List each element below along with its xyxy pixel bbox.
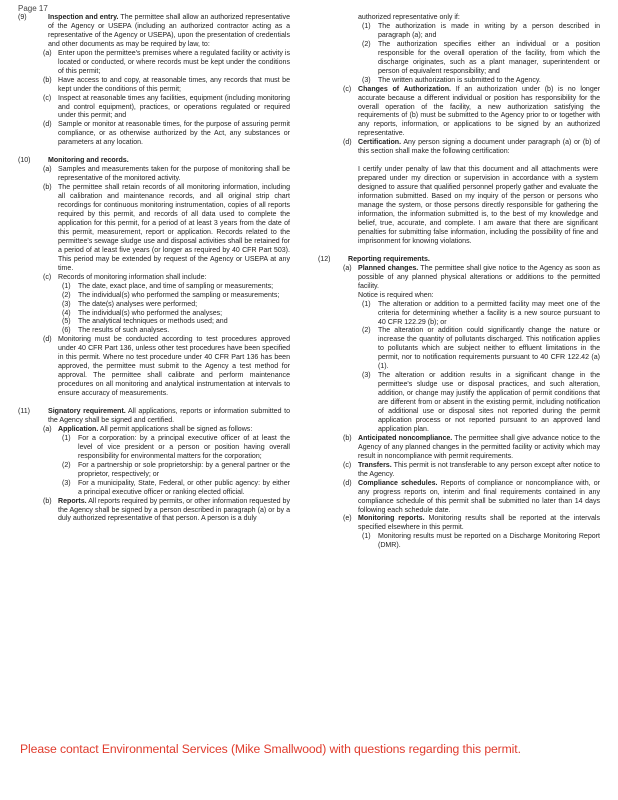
list-item: (c) Transfers. This permit is not transferable to any person except after notice to the Agency. xyxy=(343,461,600,478)
list-item: (4) The individual(s) who performed the analyses; xyxy=(62,309,223,317)
list-item: (a) Application. All permit applications shall be signed as follows: xyxy=(43,425,253,433)
list-item: (b) The permittee shall retain records of all monitoring information, including all calibration and maintenance records, and all original strip chart recordings for continuous monitoring instrumentation, copies of all reports required by this permit, and records of all data used to complete the application for this permit, for a period of at least 3 years from the date of this permit, measurement, report or application. Records related to the permittee's sewage sludge use and disposal activities shall be retained for a period of at least five years (or longer as required by 40 CFR Part 503). This period may be extended by request of the Agency or USEPA at any time. xyxy=(43,184,290,272)
section-heading: Inspection and entry. xyxy=(48,14,119,21)
list-item: (5) The analytical techniques or methods used; and xyxy=(62,318,228,326)
list-item: (6) The results of such analyses. xyxy=(62,327,170,335)
list-item: (2) The alteration or addition could significantly change the nature or increase the quantity of pollutants discharged. This notification applies to pollutants which are subject neither to effluent limitations in the permit, nor to notification requirements pursuant to 40 CFR 122.42 (a)(1). xyxy=(362,327,600,371)
list-item: (3) The alteration or addition results in a significant change in the permittee's sludge use or disposal practices, and such alteration, addition, or change may justify the application of permit conditions that are different from or absent in the existing permit, including notification of additional use or disposal sites not reported during the permit application process or not reported pursuant to an approved land application plan. xyxy=(362,372,600,433)
paragraph: Notice is required when: xyxy=(358,291,434,299)
list-item: (1) The date, exact place, and time of sampling or measurements; xyxy=(62,282,274,290)
section-heading: Signatory requirement. xyxy=(48,408,126,416)
section-12: (12) Reporting requirements. xyxy=(318,255,430,263)
list-item: (d) Certification. Any person signing a document under paragraph (a) or (b) of this section shall make the following certification: xyxy=(343,139,601,156)
list-item: (c) Records of monitoring information shall include: xyxy=(43,273,207,281)
list-item: (c) Inspect at reasonable times any facilities, equipment (including monitoring and control equipment), practices, or operations regulated or required under this permit; and xyxy=(43,94,290,120)
list-item: (3) The written authorization is submitted to the Agency. xyxy=(362,76,541,84)
list-item: (2) The authorization specifies either an individual or a position responsible for the overall operation of the facility, from which the discharge originates, such as a plant manager, superintendent or person of equivalent responsibility; and xyxy=(362,40,600,75)
list-item: (d) Compliance schedules. Reports of compliance or noncompliance with, or any progress reports on, interim and final requirements contained in any compliance schedule of this permit shall be submitted no later than 14 days following each schedule date. xyxy=(343,479,600,514)
section-heading: Reporting requirements. xyxy=(348,255,430,263)
section-10: (10) Monitoring and records. xyxy=(18,157,129,165)
list-item: (1) The alteration or addition to a permitted facility may meet one of the criteria for determining whether a facility is a new source pursuant to 40 CFR 122.29 (b); or xyxy=(362,300,600,326)
section-9: (9) Inspection and entry. The permittee shall allow an authorized representative of the Agency or USEPA (including an authorized contractor acting as a representative of the Agency or USEPA), upon the presentation of credentials and other documents as may be required by law, to: xyxy=(18,14,290,48)
section-heading: Monitoring and records. xyxy=(48,157,129,165)
list-item: (b) Reports. All reports required by permits, or other information requested by the Agency shall be signed by a person described in paragraph (a) or by a duly authorized representative of that person. A person is a duly xyxy=(43,497,290,523)
list-item: (a) Samples and measurements taken for the purpose of monitoring shall be representative of the monitored activity. xyxy=(43,166,290,183)
contact-note: Please contact Environmental Services (Mike Smallwood) with questions regarding this permit. xyxy=(20,742,521,756)
right-column xyxy=(318,14,600,551)
left-column xyxy=(18,14,290,524)
list-item: (3) For a municipality, State, Federal, or other public agency: by either a principal executive officer or ranking elected official. xyxy=(62,479,290,496)
paragraph: authorized representative only if: xyxy=(358,14,460,21)
list-item: (a) Enter upon the permittee's premises where a regulated facility or activity is located or conducted, or where records must be kept under the conditions of this permit; xyxy=(43,49,290,75)
list-item: (b) Have access to and copy, at reasonable times, any records that must be kept under the conditions of this permit; xyxy=(43,76,290,93)
page-number: Page 17 xyxy=(18,4,48,13)
list-item: (2) For a partnership or sole proprietorship: by a general partner or the proprietor, respectively; or xyxy=(62,461,290,478)
certification-statement: I certify under penalty of law that this document and all attachments were prepared under my direction or supervision in accordance with a system designed to assure that qualified personnel properly gather and evaluate the information submitted. Based on my inquiry of the person or persons who manage the system, or those persons directly responsible for gathering the information, the information submitted is, to the best of my knowledge and belief, true, accurate, and complete. I am aware that there are significant penalties for submitting false information, including the possibility of fine and imprisonment for knowing violations. xyxy=(358,166,598,245)
list-item: (e) Monitoring reports. Monitoring results shall be reported at the intervals specified elsewhere in this permit. xyxy=(343,515,600,532)
list-item: (2) The individual(s) who performed the sampling or measurements; xyxy=(62,291,280,299)
list-item: (1) Monitoring results must be reported on a Discharge Monitoring Report (DMR). xyxy=(362,533,600,550)
list-item: (a) Planned changes. The permittee shall give notice to the Agency as soon as possible of any planned physical alterations or additions to the permitted facility. xyxy=(343,264,600,290)
list-item: (d) Sample or monitor at reasonable times, for the purpose of assuring permit compliance, or as otherwise authorized by the Act, any substances or parameters at any location. xyxy=(43,121,290,147)
list-item: (3) The date(s) analyses were performed; xyxy=(62,300,198,308)
section-11: (11) Signatory requirement. All applications, reports or information submitted to the Agency shall be signed and certified. xyxy=(18,408,290,424)
list-item: (c) Changes of Authorization. If an authorization under (b) is no longer accurate because a different individual or position has responsibility for the overall operation of the facility, a new authorization satisfying the requirements of (b) must be submitted to the Agency prior to or together with any reports, information, or applications to be signed by an authorized representative. xyxy=(343,85,601,138)
list-item: (b) Anticipated noncompliance. The permittee shall give advance notice to the Agency of any planned changes in the permitted facility or activity which may result in noncompliance with permit requirements. xyxy=(343,434,600,460)
list-item: (d) Monitoring must be conducted according to test procedures approved under 40 CFR Part 136, unless other test procedures have been specified in this permit. Where no test procedure under 40 CFR Part 136 has been approved, the permittee must submit to the Agency a test method for approval. The permittee shall calibrate and perform maintenance procedures on all monitoring and analytical instrumentation at intervals to ensure accuracy of measurements. xyxy=(43,336,290,398)
list-item: (1) The authorization is made in writing by a person described in paragraph (a); and xyxy=(362,22,600,39)
list-item: (1) For a corporation: by a principal executive officer of at least the level of vice president or a person or position having overall responsibility for environmental matters for the corporation; xyxy=(62,434,290,460)
